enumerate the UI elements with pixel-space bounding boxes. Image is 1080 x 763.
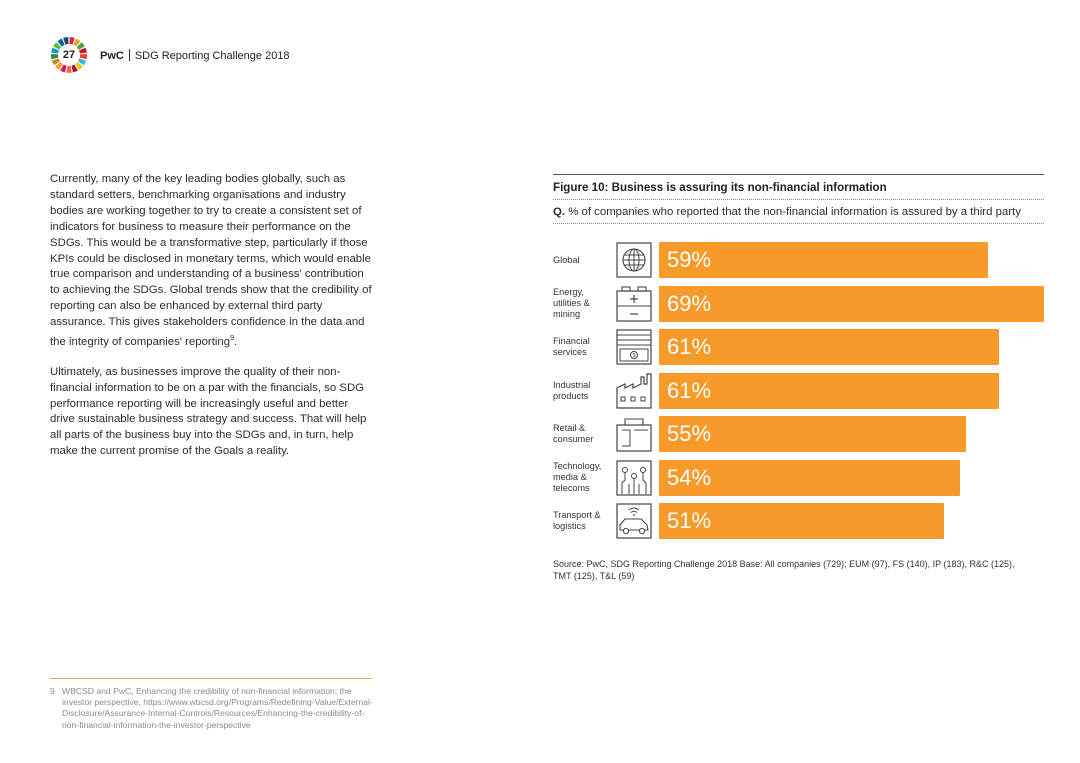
- bar: [659, 416, 966, 452]
- category-label: [553, 284, 611, 324]
- header-separator: [129, 49, 130, 61]
- bar: [659, 373, 999, 409]
- svg-text:$: $: [632, 353, 636, 360]
- battery-icon: [616, 286, 652, 322]
- footnote-rule: [50, 678, 372, 679]
- footnote: [50, 686, 380, 731]
- bar-value-label: 54%: [667, 464, 712, 490]
- category-label-text: Transport & logistics: [553, 510, 601, 531]
- chart-row: [553, 240, 1044, 280]
- figure-source: Source: PwC, SDG Reporting Challenge 2018 Base: All companies (729); EUM (97), FS (140), IP (183), R&C (125), TMT (125), T&L (59): [553, 559, 1015, 581]
- chart-row: [553, 501, 1044, 541]
- footnote-ref[interactable]: 9: [230, 335, 234, 343]
- body-text: [50, 172, 375, 474]
- bar-value-label: 51%: [667, 508, 712, 533]
- category-label: [553, 414, 611, 454]
- question-text: % of companies who reported that the non-financial information is assured by a third party: [568, 206, 1021, 218]
- chart-row: [553, 327, 1044, 367]
- footnote-number: 9: [50, 686, 55, 696]
- category-label: [553, 327, 611, 367]
- circuit-icon: [616, 460, 652, 496]
- paragraph-2: Ultimately, as businesses improve the quality of their non-financial information to be on a par with the financials, so SDG performance reporting will be increasingly useful and better drive sustainable business strategy and success. That will help all parts of the business buy into the SDGs and, in turn, help make the current promise of the Goals a reality.: [50, 365, 367, 458]
- chart-row: [553, 458, 1044, 498]
- category-label: [553, 458, 611, 498]
- chart-row: [553, 284, 1044, 324]
- bar: [659, 242, 988, 278]
- bar-chart: [553, 240, 1044, 545]
- header-title: [100, 49, 290, 62]
- globe-icon: [616, 242, 652, 278]
- shopping-bag-icon: [616, 416, 652, 452]
- question-prefix: Q.: [553, 206, 566, 218]
- report-title: SDG Reporting Challenge 2018: [134, 49, 290, 62]
- bar: [659, 329, 999, 365]
- category-label-text: Global: [553, 254, 580, 265]
- category-label-text: Industrial products: [553, 379, 591, 401]
- factory-icon: [616, 373, 652, 409]
- bar: [659, 286, 1044, 322]
- category-label-text: Technology, media & telecoms: [553, 461, 602, 493]
- figure-question: [553, 200, 1044, 224]
- category-label-text: Financial services: [553, 336, 590, 357]
- page-header: [50, 36, 290, 74]
- footnote-text: WBCSD and PwC, Enhancing the credibility of non-financial information: the investor perspective, https://www.wbcsd.org/Programs/Redefining-Value/External-Disclosure/Assurance-Internal-Controls/Resources/Enhancing-the-credibility-of-non-financial-information-the-investor-perspective: [62, 686, 373, 730]
- figure-title: Figure 10: Business is assuring its non-financial information: [553, 175, 1044, 200]
- banknote-icon: [616, 329, 652, 365]
- bar-value-label: 61%: [667, 334, 712, 359]
- bar-value-label: 55%: [667, 421, 712, 446]
- brand-name: PwC: [100, 49, 124, 62]
- figure-header: [553, 174, 1044, 224]
- category-label: [553, 501, 611, 541]
- category-label: [553, 240, 611, 280]
- connected-car-icon: [616, 503, 652, 539]
- bar-value-label: 61%: [667, 377, 712, 403]
- chart-row: [553, 371, 1044, 411]
- paragraph-1-text: Currently, many of the key leading bodies globally, such as standard setters, benchmarking organisations and industry bodies are working together to try to create a consistent set of indicators for business to measure their performance on the SDGs. This would be a transformative step, particularly if those KPIs could be disclosed in monetary terms, which would enable true comparison and understanding of a business' contribution to achieving the SDGs. Global trends show that the credibility of reporting can also be enhanced by external third party assurance. This gives stakeholders confidence in the data and the integrity of companies' reporting: [50, 173, 372, 348]
- page-number: 27: [62, 49, 76, 61]
- sdg-wheel-badge: [50, 36, 88, 74]
- chart-row: [553, 414, 1044, 454]
- bar-value-label: 59%: [667, 247, 712, 272]
- category-label: [553, 371, 611, 411]
- paragraph-1: [50, 172, 375, 351]
- category-label-text: Retail & consumer: [553, 423, 594, 444]
- bar: [659, 503, 944, 539]
- bar-value-label: 69%: [667, 290, 712, 316]
- bar: [659, 460, 960, 496]
- category-label-text: Energy, utilities & mining: [553, 287, 590, 319]
- paragraph-1-end: .: [234, 335, 238, 348]
